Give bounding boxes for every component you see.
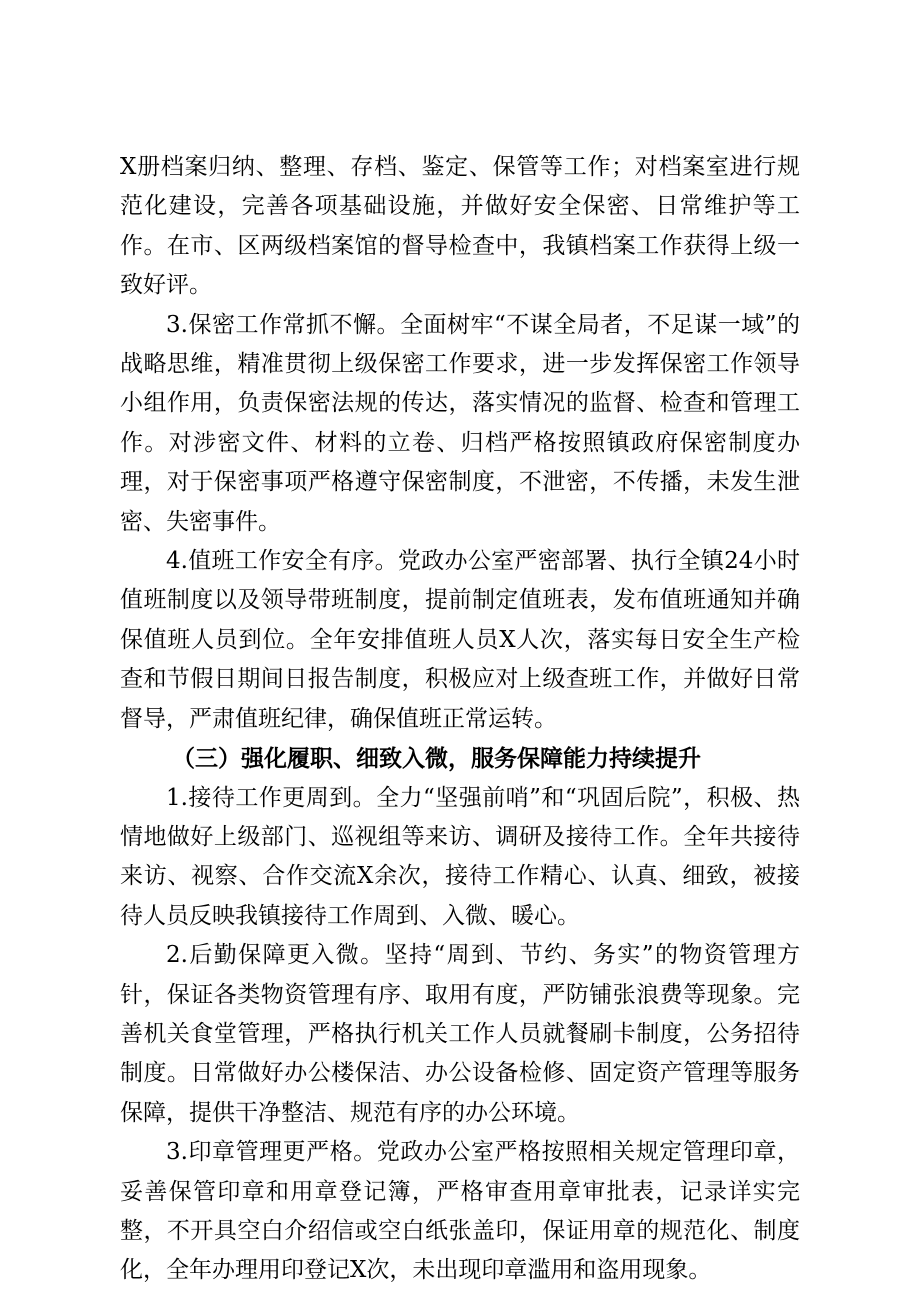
paragraph-reception: 1.接待工作更周到。全力“坚强前哨”和“巩固后院”，积极、热情地做好上级部门、巡视组等来访、调研及接待工作。全年共接待来访、视察、合作交流X余次，接待工作精心、认真、细致，被接待人员反映我镇接待工作周到、入微、暖心。 <box>120 784 800 929</box>
paragraph-logistics: 2.后勤保障更入微。坚持“周到、节约、务实”的物资管理方针，保证各类物资管理有序、取用有度，严防铺张浪费等现象。完善机关食堂管理，严格执行机关工作人员就餐刷卡制度，公务招待制度。日常做好办公楼保洁、办公设备检修、固定资产管理等服务保障，提供干净整洁、规范有序的办公环境。 <box>120 942 800 1126</box>
document-body <box>120 148 800 1291</box>
paragraph-duty-shift: 4.值班工作安全有序。党政办公室严密部署、执行全镇24小时值班制度以及领导带班制度，提前制定值班表，发布值班通知并确保值班人员到位。全年安排值班人员X人次，落实每日安全生产检查和节假日期间日报告制度，积极应对上级查班工作，并做好日常督导，严肃值班纪律，确保值班正常运转。 <box>120 548 800 732</box>
paragraph-seal-management: 3.印章管理更严格。党政办公室严格按照相关规定管理印章，妥善保管印章和用章登记簿，严格审查用章审批表，记录详实完整，不开具空白介绍信或空白纸张盖印，保证用章的规范化、制度化，全年办理用印登记X次，未出现印章滥用和盗用现象。 <box>120 1139 800 1284</box>
section-heading-service-support: （三）强化履职、细致入微，服务保障能力持续提升 <box>172 745 701 773</box>
paragraph-archive-continuation: X册档案归纳、整理、存档、鉴定、保管等工作；对档案室进行规范化建设，完善各项基础设施，并做好安全保密、日常维护等工作。在市、区两级档案馆的督导检查中，我镇档案工作获得上级一致好评。 <box>120 154 800 299</box>
paragraph-confidentiality: 3.保密工作常抓不懈。全面树牢“不谋全局者，不足谋一域”的战略思维，精准贯彻上级保密工作要求，进一步发挥保密工作领导小组作用，负责保密法规的传达，落实情况的监督、检查和管理工作。对涉密文件、材料的立卷、归档严格按照镇政府保密制度办理，对于保密事项严格遵守保密制度，不泄密，不传播，未发生泄密、失密事件。 <box>120 311 800 535</box>
